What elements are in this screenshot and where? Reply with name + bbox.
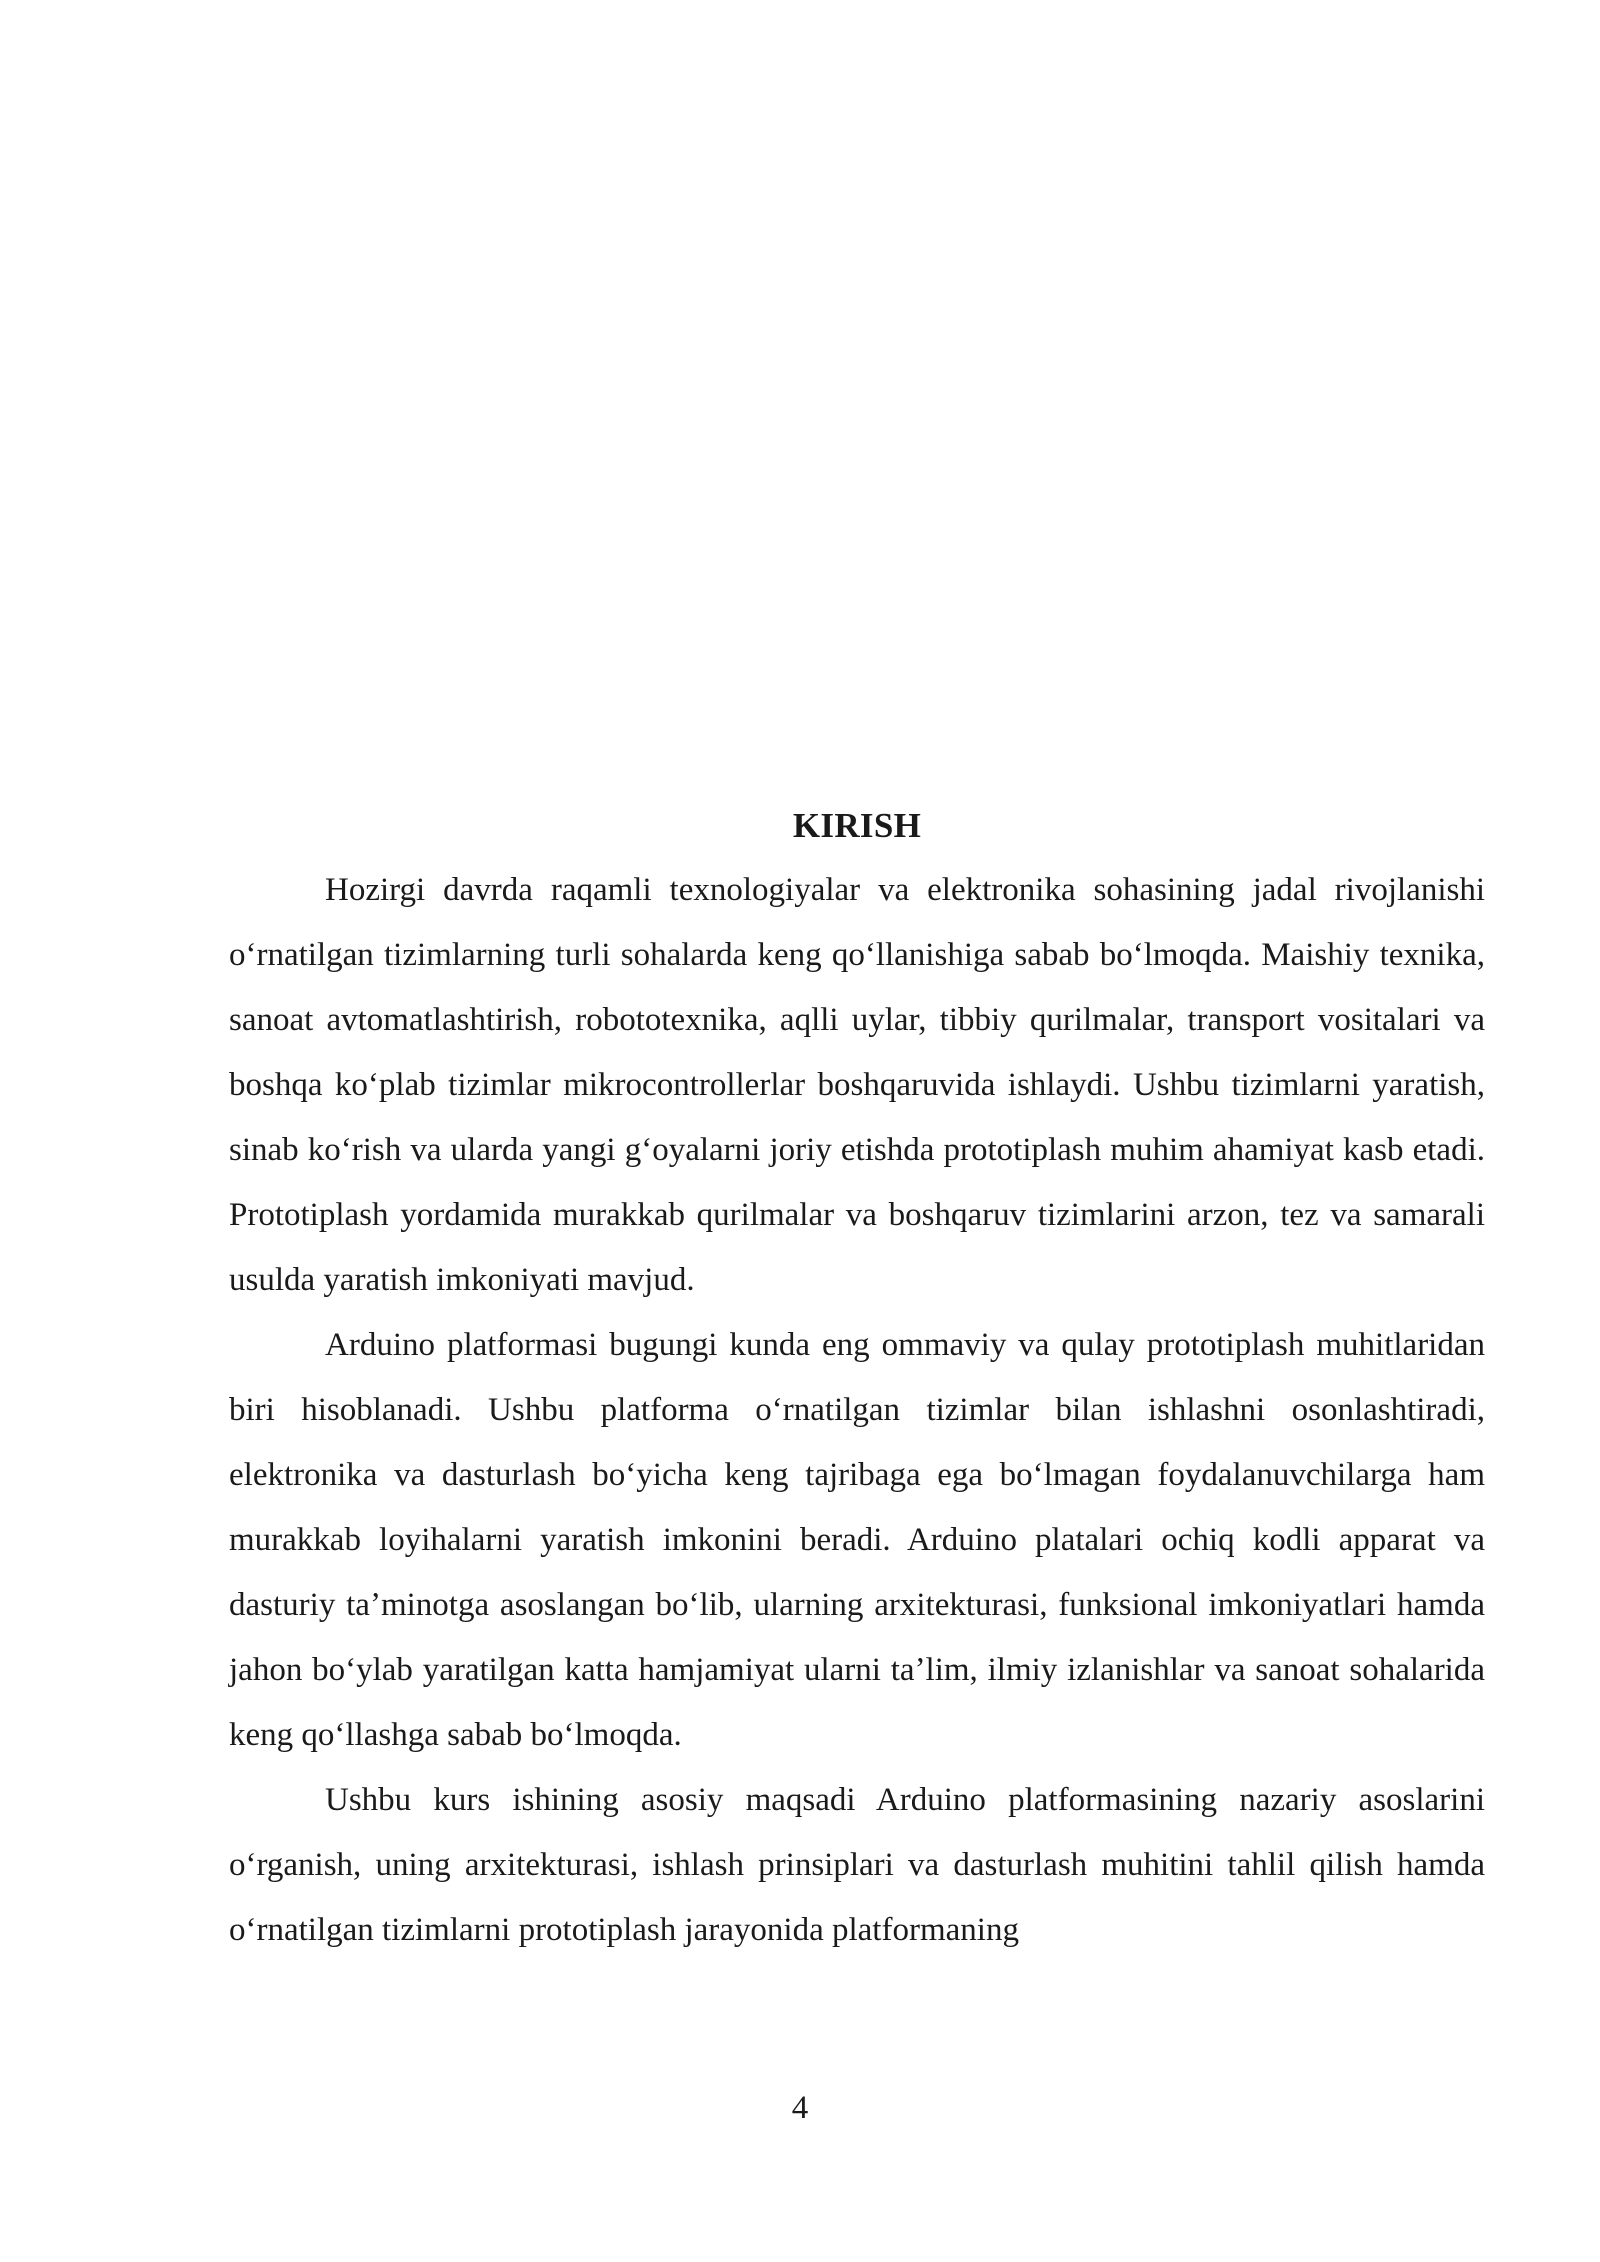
page-number: 4 [791,2090,809,2126]
paragraph-3: Ushbu kurs ishining asosiy maqsadi Arduino platformasining nazariy asoslarini oʻrganish, uning arxitekturasi, ishlash prinsiplari va dasturlash muhitini tahlil qilish hamda oʻrnatilgan tizimlarni prototiplash jarayonida platformaning [229,1782,1485,1948]
paragraph-2: Arduino platformasi bugungi kunda eng ommaviy va qulay prototiplash muhitlaridan biri hisoblanadi. Ushbu platforma oʻrnatilgan tizimlar bilan ishlashni osonlashtiradi, elektronika va dasturlash boʻyicha keng tajribaga ega boʻlmagan foydalanuvchilarga ham murakkab loyihalarni yaratish imkonini beradi. Arduino platalari ochiq kodli apparat va dasturiy taʼminotga asoslangan boʻlib, ularning arxitekturasi, funksional imkoniyatlari hamda jahon boʻylab yaratilgan katta hamjamiyat ularni taʼlim, ilmiy izlanishlar va sanoat sohalarida keng qoʻllashga sabab boʻlmoqda. [229,1327,1485,1753]
section-heading: KIRISH [792,806,922,845]
page-content [229,798,1485,1963]
paragraph-1: Hozirgi davrda raqamli texnologiyalar va elektronika sohasining jadal rivojlanishi oʻrnatilgan tizimlarning turli sohalarda keng qoʻllanishiga sabab boʻlmoqda. Maishiy texnika, sanoat avtomatlashtirish, robototexnika, aqlli uylar, tibbiy qurilmalar, transport vositalari va boshqa koʻplab tizimlar mikrocontrollerlar boshqaruvida ishlaydi. Ushbu tizimlarni yaratish, sinab koʻrish va ularda yangi gʻoyalarni joriy etishda prototiplash muhim ahamiyat kasb etadi. Prototiplash yordamida murakkab qurilmalar va boshqaruv tizimlarini arzon, tez va samarali usulda yaratish imkoniyati mavjud. [229,872,1485,1298]
